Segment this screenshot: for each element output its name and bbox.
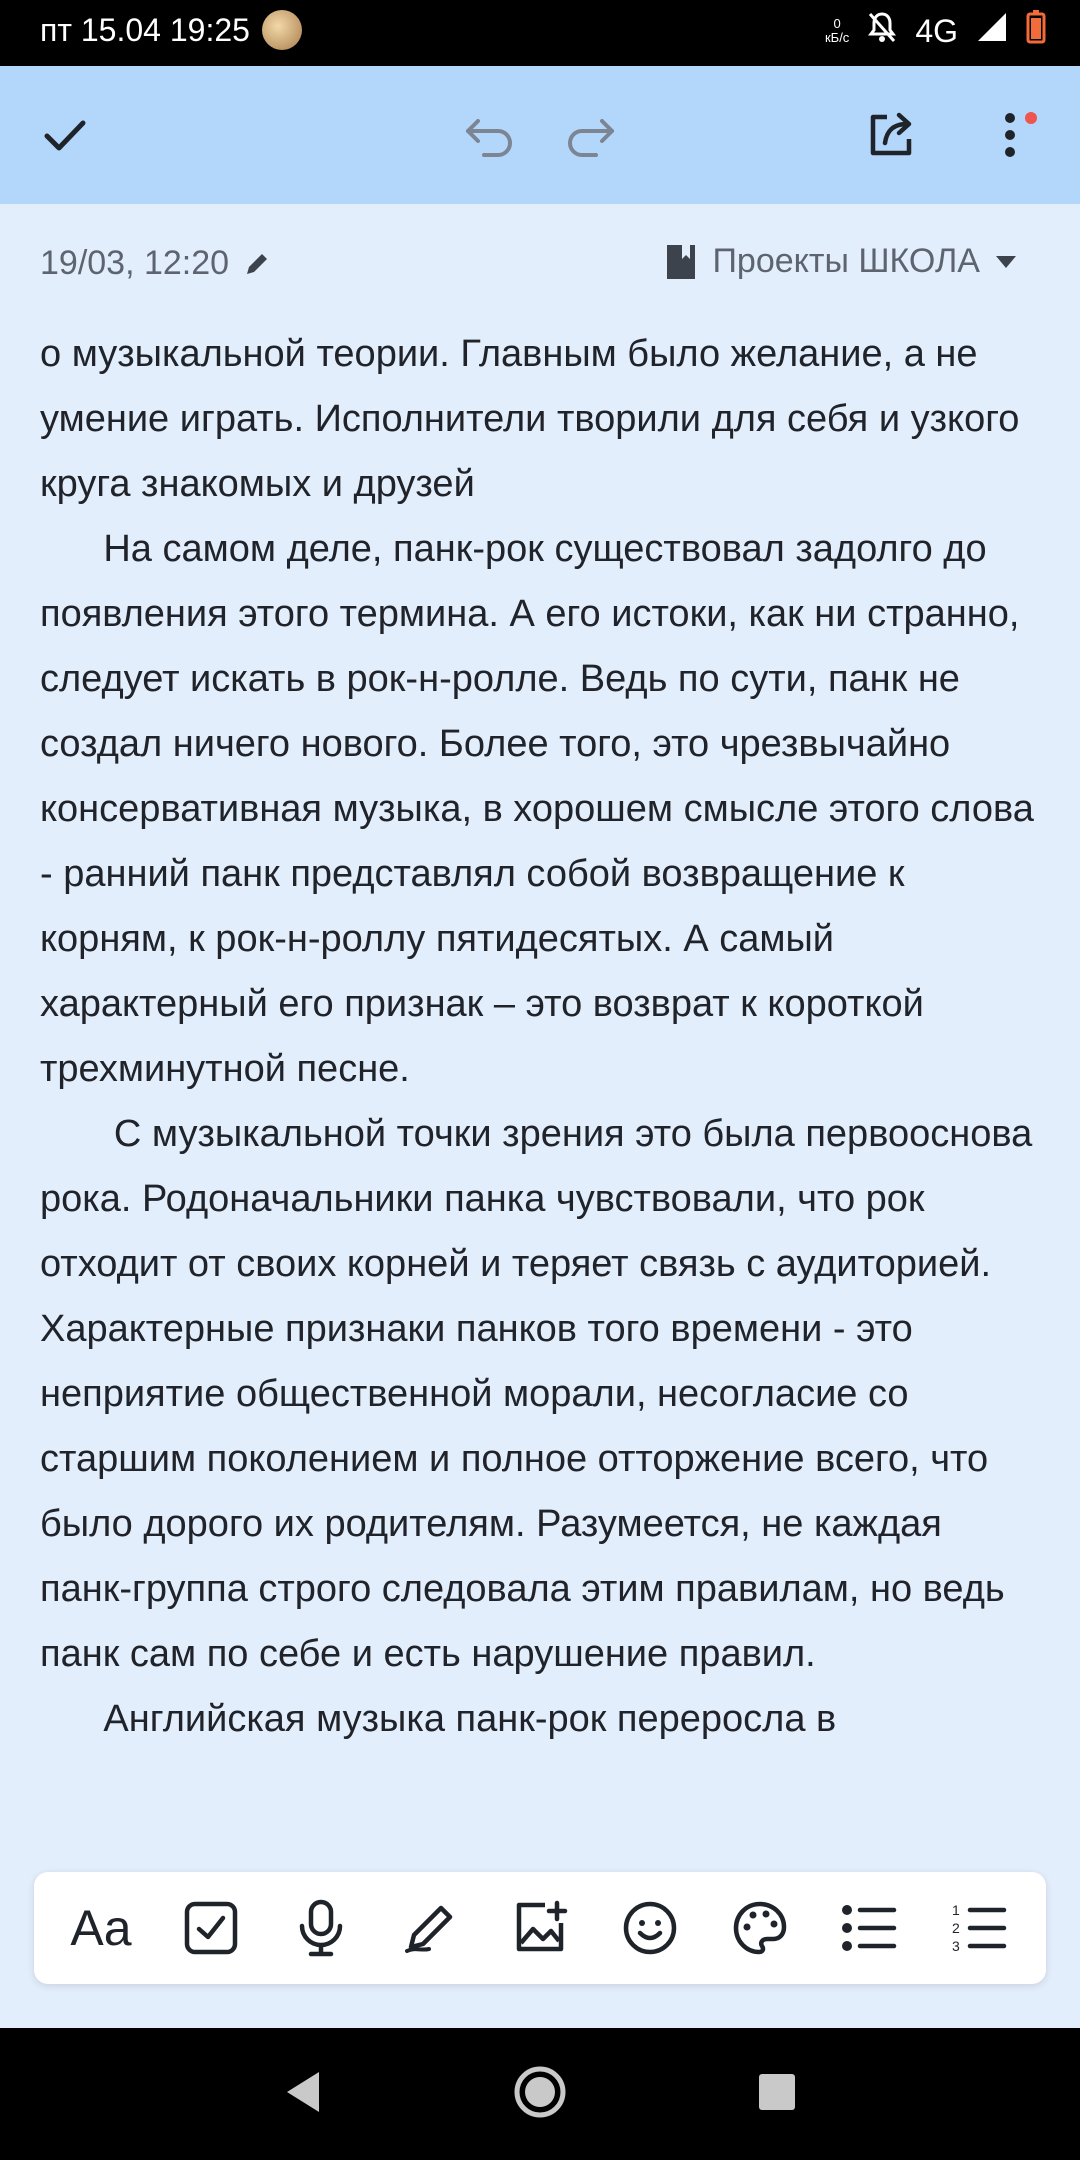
redo-icon [564, 113, 616, 157]
network-type: 4G [915, 12, 958, 49]
text-style-button[interactable] [56, 1883, 146, 1973]
note-paragraph: Английская музыка панк-рок переросла в [40, 1698, 837, 1740]
draw-button[interactable] [385, 1883, 475, 1973]
note-body[interactable] [0, 322, 1080, 1860]
undo-button[interactable] [455, 100, 525, 170]
note-paragraph: о музыкальной теории. Главным было желание, а не умение играть. Исполнители творили для себя и узкого круга знакомых и друзей [40, 333, 1030, 505]
redo-button[interactable] [555, 100, 625, 170]
smiley-icon [621, 1899, 679, 1957]
palette-icon [731, 1899, 789, 1957]
back-button[interactable] [283, 2070, 323, 2119]
color-button[interactable] [715, 1883, 805, 1973]
note-paragraph: На самом деле, панк-рок существовал задолго до появления этого термина. А его истоки, как ни странно, следует искать в рок-н-ролле. Ведь по сути, панк не создал ничего нового. Более того, это чрезвычайно консервативная музыка, в хорошем смысле этого слова - ранний панк представлял собой возвращение к корням, к рок-н-роллу пятидесятых. А самый характерный его признак – это возврат к короткой трехминутной песне. [40, 528, 1045, 1090]
share-icon [865, 109, 917, 161]
home-button[interactable] [513, 2065, 567, 2124]
svg-text:1: 1 [952, 1902, 960, 1918]
recents-button[interactable] [757, 2072, 797, 2117]
notebook-icon [664, 243, 698, 281]
home-circle-icon [513, 2065, 567, 2119]
notification-dot [1025, 112, 1037, 124]
dropdown-arrow-icon [994, 254, 1018, 270]
done-button[interactable] [30, 100, 100, 170]
system-nav-bar [0, 2028, 1080, 2160]
svg-text:3: 3 [952, 1938, 960, 1954]
folder-selector[interactable] [664, 242, 1018, 281]
network-speed: 0 кБ/с [824, 16, 850, 45]
signal-icon [976, 11, 1008, 51]
status-datetime: пт 15.04 19:25 [40, 11, 250, 48]
add-image-button[interactable] [495, 1883, 585, 1973]
recents-square-icon [757, 2072, 797, 2112]
image-add-icon [511, 1899, 569, 1957]
checkbox-icon [183, 1900, 239, 1956]
svg-text:2: 2 [952, 1920, 960, 1936]
notification-avatar-icon [262, 10, 302, 50]
bullet-list-button[interactable] [824, 1883, 914, 1973]
bullet-list-icon [840, 1903, 898, 1953]
microphone-icon [296, 1898, 346, 1958]
text-style-label: Aa [70, 1900, 132, 1956]
bell-off-icon [867, 11, 897, 51]
battery-icon [1026, 10, 1046, 52]
note-meta [0, 204, 1080, 322]
numbered-list-button[interactable] [934, 1883, 1024, 1973]
more-options-button[interactable] [975, 100, 1045, 170]
note-paragraph: С музыкальной точки зрения это была первооснова рока. Родоначальники панка чувствовали, что рок отходит от своих корней и теряет связь с аудиторией. Характерные признаки панков того времени - это неприятие общественной морали, несогласие со старшим поколением и полное отторжение всего, что было дорого их родителям. Разумеется, не каждая панк-группа строго следовала этим правилам, но ведь панк сам по себе и есть нарушение правил. [40, 1113, 1043, 1675]
emoji-button[interactable] [605, 1883, 695, 1973]
check-icon [41, 111, 89, 159]
pen-icon [401, 1899, 459, 1957]
folder-name: Проекты ШКОЛА [712, 242, 980, 280]
more-vert-icon [1000, 110, 1020, 160]
note-date: 19/03, 12:20 [40, 244, 230, 282]
checklist-button[interactable] [166, 1883, 256, 1973]
voice-button[interactable] [276, 1883, 366, 1973]
format-toolbar [34, 1872, 1046, 1984]
editor-toolbar [0, 66, 1080, 204]
back-triangle-icon [283, 2070, 323, 2114]
numbered-list-icon [950, 1901, 1008, 1955]
pencil-icon [243, 250, 271, 278]
share-button[interactable] [856, 100, 926, 170]
status-bar [0, 0, 1080, 66]
undo-icon [464, 113, 516, 157]
note-date-edit[interactable] [40, 244, 271, 283]
